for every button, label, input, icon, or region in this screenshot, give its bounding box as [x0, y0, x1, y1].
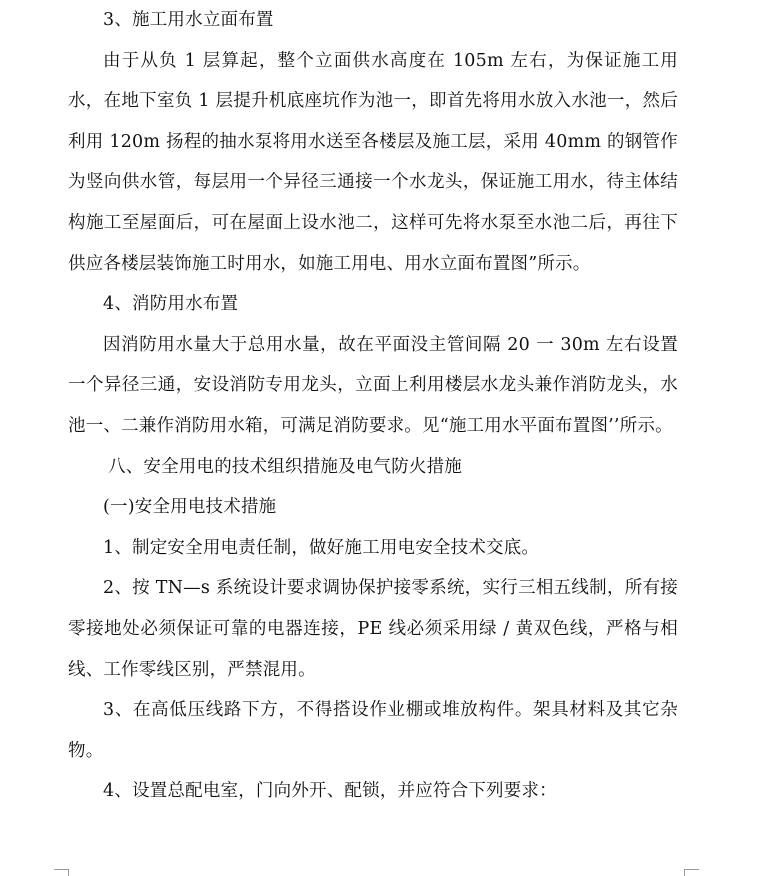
document-body	[68, 0, 678, 812]
paragraph-high-voltage-lines: 3、在高低压线路下方，不得搭设作业棚或堆放构件。架具材料及其它杂物。	[68, 700, 678, 761]
paragraph-fire-water: 因消防用水量大于总用水量，故在平面没主管间隔 20 一 30m 左右设置一个异径三通，安设消防专用龙头，立面上利用楼层水龙头兼作消防龙头，水池一、二兼作消防用水箱，可满足消防要求。见“施工用水平面布置图’’所示。	[68, 334, 678, 436]
subsection-heading-electrical-measures: (一)安全用电技术措施	[103, 497, 277, 518]
section-heading-electrical-safety: 八、安全用电的技术组织措施及电气防火措施	[108, 456, 462, 477]
subsection-heading-fire-water: 4、消防用水布置	[103, 294, 239, 315]
subsection-heading-water-elevation: 3、施工用水立面布置	[103, 10, 274, 30]
paragraph-responsibility: 1、制定安全用电责任制，做好施工用电安全技术交底。	[103, 537, 540, 558]
paragraph-tns-system: 2、按 TN—s 系统设计要求调协保护接零系统，实行三相五线制，所有接零接地处必须保证可靠的电器连接，PE 线必须采用绿 / 黄双色线，严格与相线、工作零线区别，严禁混用。	[68, 578, 679, 680]
page-corner-mark-left	[54, 869, 69, 876]
page-corner-mark-right	[684, 869, 699, 876]
paragraph-water-elevation: 由于从负 1 层算起，整个立面供水高度在 105m 左右，为保证施工用水，在地下室负 1 层提升机底座坑作为池一，即首先将用水放入水池一，然后利用 120m 扬程的抽水泵将用水送至各楼层及施工层，采用 40mm 的钢管作为竖向供水管，每层用一个异径三通接一个水龙头，保证施工用水，待主体结构施工至屋面后，可在屋面上设水池二，这样可先将水泵至水池二后，再往下供应各楼层装饰施工时用水，如施工用电、用水立面布置图”所示。	[68, 50, 678, 274]
paragraph-distribution-room: 4、设置总配电室，门向外开、配锁，并应符合下列要求：	[103, 781, 557, 802]
